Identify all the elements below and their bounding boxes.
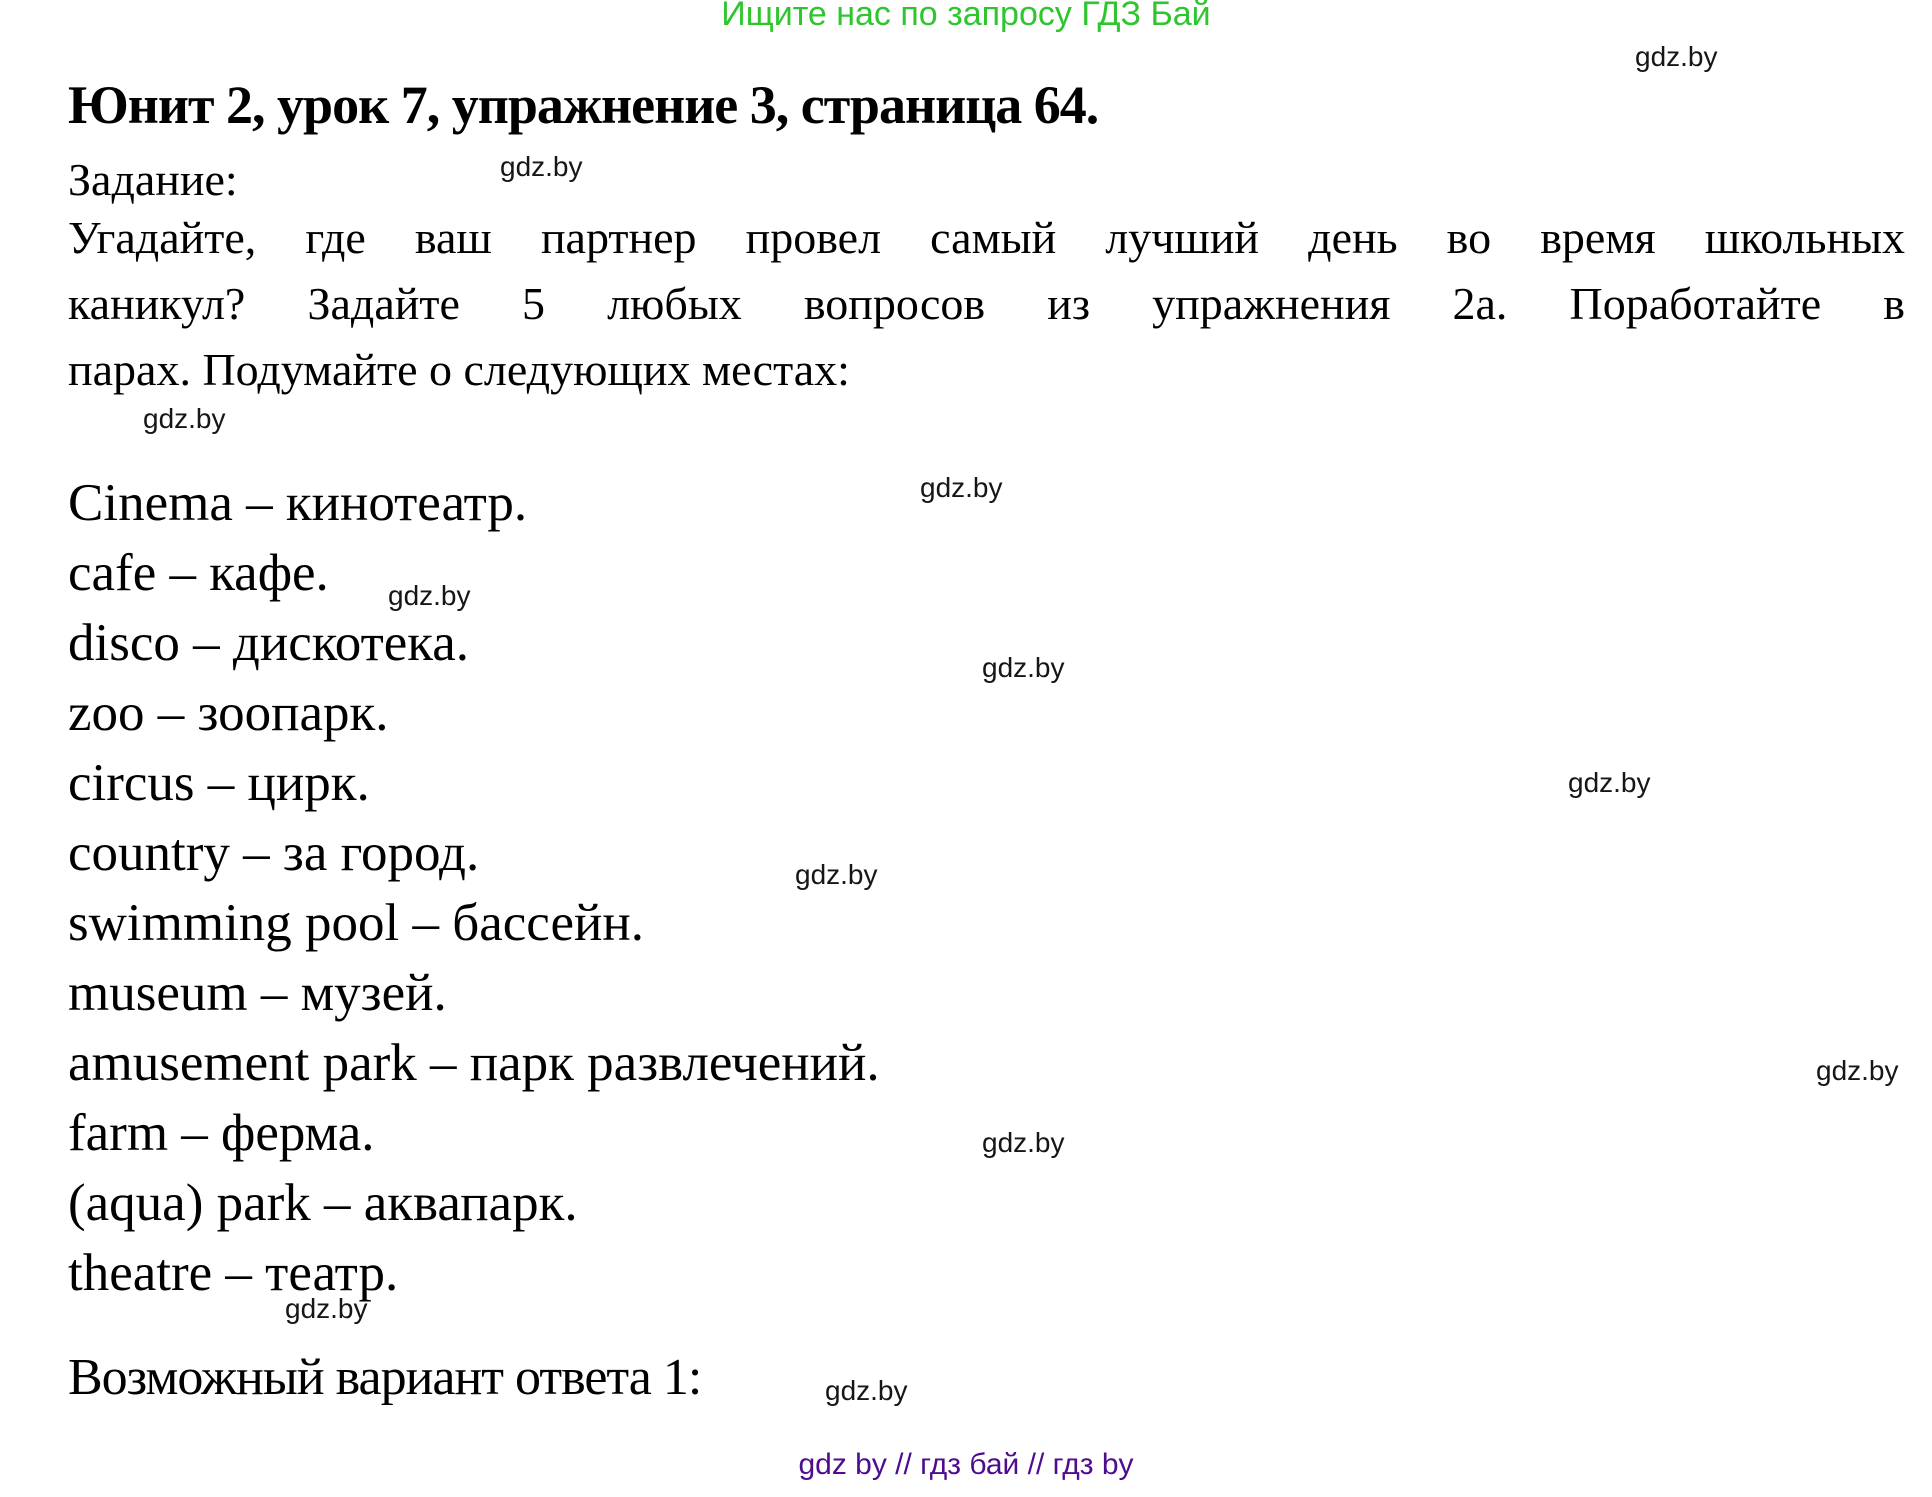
vocab-item-cinema: Cinema – кинотеатр. [68,474,528,532]
page-title: Юнит 2, урок 7, упражнение 3, страница 64. [68,75,1099,135]
watermark-gdzby-10: gdz.by [982,1127,1065,1158]
task-line-3: парах. Подумайте о следующих местах: [68,344,850,395]
watermark-gdzby-5: gdz.by [388,580,471,611]
vocab-item-cafe: cafe – кафе. [68,544,329,602]
watermark-gdzby-4: gdz.by [920,472,1003,503]
watermark-gdzby-9: gdz.by [1816,1055,1899,1086]
vocabulary-list [68,468,880,1308]
vocab-item-zoo: zoo – зоопарк. [68,684,389,742]
watermark-gdzby-3: gdz.by [143,403,226,434]
watermark-gdzby-6: gdz.by [982,652,1065,683]
watermark-gdzby-1: gdz.by [1635,41,1718,72]
watermark-gdzby-8: gdz.by [795,859,878,890]
vocab-item-amusement-park: amusement park – парк развлечений. [68,1034,880,1092]
vocab-item-aqua-park: (aqua) park – аквапарк. [68,1174,578,1232]
vocab-item-disco: disco – дискотека. [68,614,469,672]
task-line-2: каникул? Задайте 5 любых вопросов из упражнения 2а. Поработайте в [68,278,1905,329]
vocab-item-museum: museum – музей. [68,964,447,1022]
watermark-gdzby-7: gdz.by [1568,767,1651,798]
vocab-item-circus: circus – цирк. [68,754,370,812]
task-line-1: Угадайте, где ваш партнер провел самый лучший день во время школьных [68,212,1905,263]
footer-links: gdz by // гдз бай // гдз by [798,1448,1134,1481]
vocab-item-swimming-pool: swimming pool – бассейн. [68,894,644,952]
vocab-item-theatre: theatre – театр. [68,1244,399,1302]
answer-heading: Возможный вариант ответа 1: [68,1349,702,1406]
watermark-gdzby-11: gdz.by [285,1293,368,1324]
task-label: Задание: [68,154,238,205]
vocab-item-country: country – за город. [68,824,480,882]
task-description [68,205,1905,403]
promo-banner: Ищите нас по запросу ГДЗ Бай [721,0,1211,33]
vocab-item-farm: farm – ферма. [68,1104,375,1162]
watermark-gdzby-12: gdz.by [825,1375,908,1406]
watermark-gdzby-2: gdz.by [500,151,583,182]
